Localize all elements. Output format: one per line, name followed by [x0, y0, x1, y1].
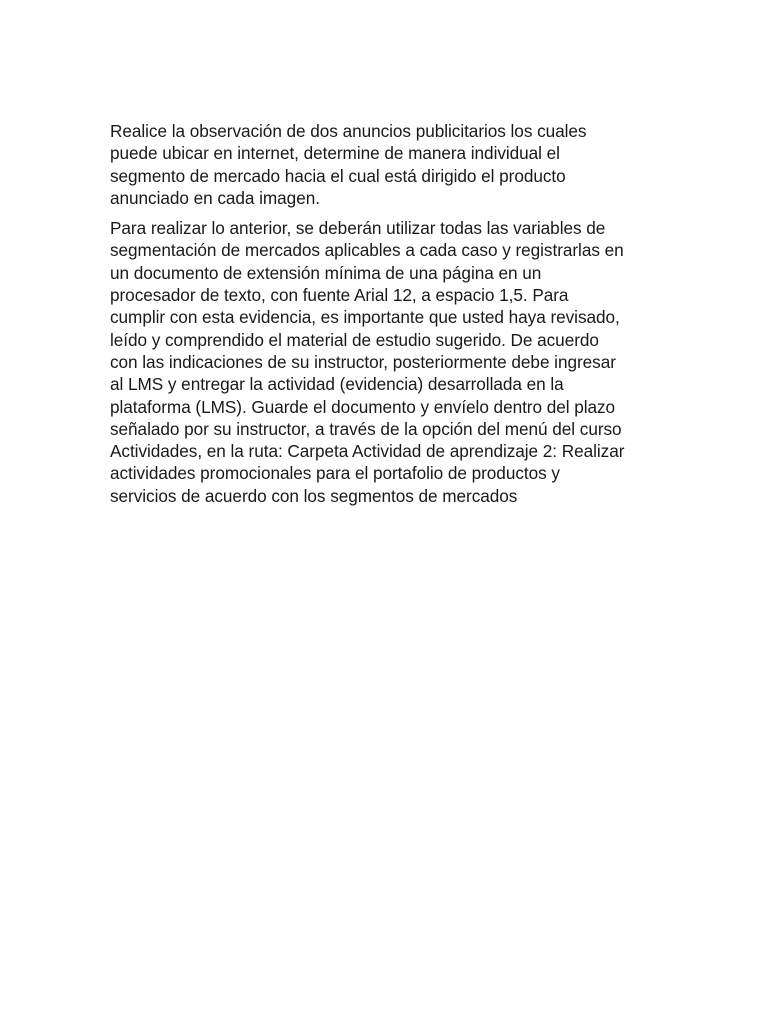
paragraph-requirements	[110, 217, 670, 507]
paragraph-line: servicios de acuerdo con los segmentos de mercados	[110, 485, 518, 506]
paragraph-line: un documento de extensión mínima de una página en un	[110, 262, 542, 283]
paragraph-line: procesador de texto, con fuente Arial 12, a espacio 1,5. Para	[110, 285, 569, 306]
paragraph-line: Actividades, en la ruta: Carpeta Actividad de aprendizaje 2: Realizar	[110, 441, 625, 462]
paragraph-line: al LMS y entregar la actividad (evidencia) desarrollada en la	[110, 374, 564, 395]
paragraph-line: plataforma (LMS). Guarde el documento y envíelo dentro del plazo	[110, 396, 616, 417]
paragraph-line: anunciado en cada imagen.	[110, 187, 320, 208]
paragraph-line: leído y comprendido el material de estudio sugerido. De acuerdo	[110, 329, 599, 350]
document-body	[110, 120, 670, 507]
paragraph-line: puede ubicar en internet, determine de manera individual el	[110, 143, 560, 164]
paragraph-line: actividades promocionales para el portafolio de productos y	[110, 463, 560, 484]
paragraph-line: Realice la observación de dos anuncios publicitarios los cuales	[110, 121, 587, 141]
paragraph-line: con las indicaciones de su instructor, posteriormente debe ingresar	[110, 351, 616, 372]
paragraph-line: cumplir con esta evidencia, es importante que usted haya revisado,	[110, 307, 620, 328]
paragraph-instructions	[110, 120, 670, 209]
paragraph-line: segmento de mercado hacia el cual está dirigido el producto	[110, 165, 566, 186]
paragraph-line: Para realizar lo anterior, se deberán utilizar todas las variables de	[110, 218, 606, 239]
paragraph-line: segmentación de mercados aplicables a cada caso y registrarlas en	[110, 240, 624, 261]
paragraph-line: señalado por su instructor, a través de la opción del menú del curso	[110, 418, 622, 439]
